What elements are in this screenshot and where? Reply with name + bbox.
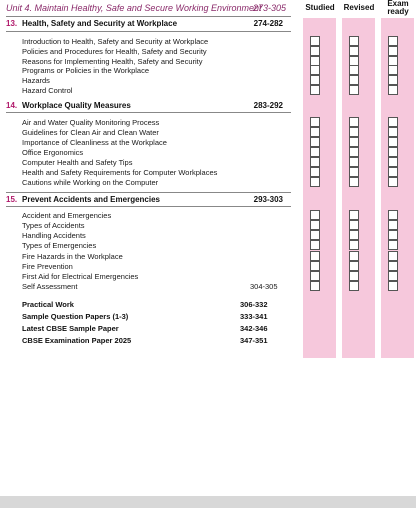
revised-checkbox[interactable] <box>349 240 359 250</box>
topic-item: Introduction to Health, Safety and Security at Workplace <box>22 37 209 46</box>
topic-item: Air and Water Quality Monitoring Process <box>22 118 160 127</box>
exam-ready-header-line2: ready <box>387 7 409 16</box>
chapter-title: Workplace Quality Measures <box>22 101 131 110</box>
extra-title: Practical Work <box>22 300 74 309</box>
studied-checkbox[interactable] <box>310 147 320 157</box>
revised-checkbox[interactable] <box>349 210 359 220</box>
studied-checkbox[interactable] <box>310 157 320 167</box>
exam-ready-checkbox[interactable] <box>388 177 398 187</box>
studied-checkbox[interactable] <box>310 46 320 56</box>
studied-checkbox[interactable] <box>310 271 320 281</box>
studied-checkbox[interactable] <box>310 36 320 46</box>
topic-item: First Aid for Electrical Emergencies <box>22 272 139 281</box>
topic-item: Programs or Policies in the Workplace <box>22 66 149 75</box>
studied-checkbox[interactable] <box>310 117 320 127</box>
exam-ready-checkbox[interactable] <box>388 210 398 220</box>
topic-item: Policies and Procedures for Health, Safety and Security <box>22 47 207 56</box>
studied-checkbox[interactable] <box>310 230 320 240</box>
revised-checkbox[interactable] <box>349 157 359 167</box>
extra-item <box>22 324 287 333</box>
unit-label: Unit 4. <box>6 3 33 13</box>
revised-checkbox[interactable] <box>349 127 359 137</box>
exam-ready-checkbox[interactable] <box>388 261 398 271</box>
revised-checkbox[interactable] <box>349 65 359 75</box>
exam-ready-checkbox[interactable] <box>388 65 398 75</box>
chapter-number: 14. <box>6 101 18 110</box>
exam-ready-checkbox[interactable] <box>388 85 398 95</box>
topic-item: Hazard Control <box>22 86 73 95</box>
exam-ready-checkbox[interactable] <box>388 157 398 167</box>
topic-item: Computer Health and Safety Tips <box>22 158 133 167</box>
revised-checkbox[interactable] <box>349 177 359 187</box>
studied-checkbox[interactable] <box>310 65 320 75</box>
studied-checkbox[interactable] <box>310 127 320 137</box>
topic-item: Handling Accidents <box>22 231 86 240</box>
revised-checkbox[interactable] <box>349 147 359 157</box>
self-assessment-pages: 304-305 <box>250 282 278 291</box>
chapter-number: 15. <box>6 195 18 204</box>
revised-checkbox[interactable] <box>349 261 359 271</box>
chapter-pages: 293-303 <box>253 195 283 204</box>
divider <box>6 192 291 193</box>
exam-ready-checkbox[interactable] <box>388 36 398 46</box>
exam-ready-checkbox[interactable] <box>388 117 398 127</box>
unit-heading <box>6 3 291 13</box>
revised-checkbox[interactable] <box>349 117 359 127</box>
topic-item: Types of Accidents <box>22 221 85 230</box>
revised-header: Revised <box>343 3 375 12</box>
topic-item: Health and Safety Requirements for Computer Workplaces <box>22 168 218 177</box>
extra-title: Latest CBSE Sample Paper <box>22 324 119 333</box>
revised-checkbox[interactable] <box>349 36 359 46</box>
studied-checkbox[interactable] <box>310 281 320 291</box>
revised-checkbox[interactable] <box>349 137 359 147</box>
extra-item <box>22 336 287 345</box>
exam-ready-checkbox[interactable] <box>388 251 398 261</box>
topic-item: Self Assessment <box>22 282 78 291</box>
extra-item <box>22 312 287 321</box>
revised-checkbox[interactable] <box>349 271 359 281</box>
exam-ready-checkbox[interactable] <box>388 137 398 147</box>
exam-ready-checkbox[interactable] <box>388 220 398 230</box>
chapter-title: Prevent Accidents and Emergencies <box>22 195 160 204</box>
studied-checkbox[interactable] <box>310 177 320 187</box>
extra-pages: 306-332 <box>240 300 268 309</box>
studied-checkbox[interactable] <box>310 137 320 147</box>
topic-item: Fire Hazards in the Workplace <box>22 252 123 261</box>
revised-checkbox[interactable] <box>349 220 359 230</box>
studied-checkbox[interactable] <box>310 240 320 250</box>
extra-item <box>22 300 287 309</box>
revised-checkbox[interactable] <box>349 251 359 261</box>
unit-title: Maintain Healthy, Safe and Secure Working Environment <box>34 3 262 13</box>
revised-checkbox[interactable] <box>349 46 359 56</box>
chapter-number: 13. <box>6 19 18 28</box>
exam-ready-checkbox[interactable] <box>388 230 398 240</box>
revised-checkbox[interactable] <box>349 281 359 291</box>
footer-bar <box>0 496 416 508</box>
topic-item: Cautions while Working on the Computer <box>22 178 159 187</box>
exam-ready-header-line1: Exam <box>387 0 409 8</box>
exam-ready-checkbox[interactable] <box>388 271 398 281</box>
studied-checkbox[interactable] <box>310 85 320 95</box>
studied-header: Studied <box>305 3 335 12</box>
chapter-pages: 283-292 <box>253 101 283 110</box>
studied-checkbox[interactable] <box>310 251 320 261</box>
exam-ready-checkbox[interactable] <box>388 75 398 85</box>
extra-pages: 347-351 <box>240 336 268 345</box>
studied-checkbox[interactable] <box>310 261 320 271</box>
studied-checkbox[interactable] <box>310 75 320 85</box>
divider <box>6 112 291 113</box>
studied-checkbox[interactable] <box>310 220 320 230</box>
exam-ready-checkbox[interactable] <box>388 281 398 291</box>
studied-checkbox[interactable] <box>310 210 320 220</box>
revised-checkbox[interactable] <box>349 230 359 240</box>
unit-pages: 273-305 <box>253 3 287 13</box>
extra-pages: 333-341 <box>240 312 268 321</box>
chapter-pages: 274-282 <box>253 19 283 28</box>
exam-ready-checkbox[interactable] <box>388 167 398 177</box>
chapter-title: Health, Safety and Security at Workplace <box>22 19 178 28</box>
topic-item: Importance of Cleanliness at the Workplace <box>22 138 167 147</box>
topic-item: Fire Prevention <box>22 262 73 271</box>
studied-checkbox[interactable] <box>310 167 320 177</box>
revised-checkbox[interactable] <box>349 75 359 85</box>
extra-title: Sample Question Papers (1-3) <box>22 312 129 321</box>
divider <box>6 31 291 32</box>
topic-item: Office Ergonomics <box>22 148 84 157</box>
topic-item: Reasons for Implementing Health, Safety and Security <box>22 57 203 66</box>
revised-checkbox[interactable] <box>349 167 359 177</box>
topic-item: Hazards <box>22 76 50 85</box>
divider <box>6 16 291 17</box>
topic-item: Types of Emergencies <box>22 241 97 250</box>
exam-ready-checkbox[interactable] <box>388 147 398 157</box>
exam-ready-checkbox[interactable] <box>388 127 398 137</box>
extra-title: CBSE Examination Paper 2025 <box>22 336 132 345</box>
revised-checkbox[interactable] <box>349 85 359 95</box>
topic-item: Accident and Emergencies <box>22 211 112 220</box>
exam-ready-checkbox[interactable] <box>388 240 398 250</box>
exam-ready-checkbox[interactable] <box>388 46 398 56</box>
topic-item: Guidelines for Clean Air and Clean Water <box>22 128 159 137</box>
exam-ready-header <box>378 0 416 16</box>
divider <box>6 206 291 207</box>
extra-pages: 342-346 <box>240 324 268 333</box>
